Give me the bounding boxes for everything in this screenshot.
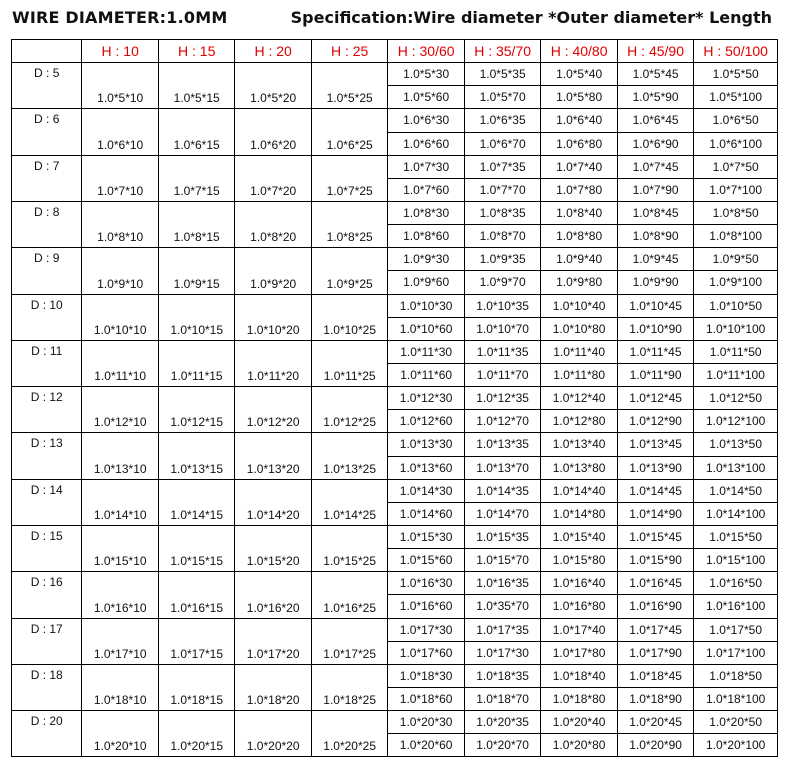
table-cell: 1.0*5*60	[388, 86, 464, 109]
diameter-label: D : 12	[12, 387, 82, 433]
table-cell: 1.0*16*40	[541, 572, 617, 595]
table-row	[12, 294, 778, 317]
table-cell: 1.0*15*35	[464, 525, 540, 548]
table-cell: 1.0*18*15	[158, 664, 234, 710]
table-cell: 1.0*18*30	[388, 664, 464, 687]
table-cell: 1.0*15*50	[694, 525, 778, 548]
table-cell: 1.0*11*60	[388, 363, 464, 386]
table-cell: 1.0*35*70	[464, 595, 540, 618]
table-cell: 1.0*16*100	[694, 595, 778, 618]
table-cell: 1.0*10*40	[541, 294, 617, 317]
table-cell: 1.0*9*50	[694, 248, 778, 271]
table-cell: 1.0*13*20	[235, 433, 311, 479]
table-cell: 1.0*12*60	[388, 410, 464, 433]
diameter-label: D : 18	[12, 664, 82, 710]
table-cell: 1.0*11*90	[617, 363, 693, 386]
table-cell: 1.0*9*20	[235, 248, 311, 294]
diameter-label: D : 13	[12, 433, 82, 479]
table-cell: 1.0*6*100	[694, 132, 778, 155]
table-cell: 1.0*17*35	[464, 618, 540, 641]
table-cell: 1.0*14*20	[235, 479, 311, 525]
table-cell: 1.0*15*60	[388, 549, 464, 572]
table-cell: 1.0*17*45	[617, 618, 693, 641]
table-cell: 1.0*6*30	[388, 109, 464, 132]
table-cell: 1.0*6*20	[235, 109, 311, 155]
table-cell: 1.0*9*15	[158, 248, 234, 294]
table-cell: 1.0*8*40	[541, 201, 617, 224]
table-cell: 1.0*15*80	[541, 549, 617, 572]
table-cell: 1.0*11*80	[541, 363, 617, 386]
table-cell: 1.0*18*50	[694, 664, 778, 687]
column-header: H : 35/70	[464, 40, 540, 63]
table-cell: 1.0*10*30	[388, 294, 464, 317]
table-cell: 1.0*18*35	[464, 664, 540, 687]
table-cell: 1.0*20*60	[388, 734, 464, 757]
table-cell: 1.0*6*90	[617, 132, 693, 155]
table-cell: 1.0*5*100	[694, 86, 778, 109]
table-cell: 1.0*6*45	[617, 109, 693, 132]
table-cell: 1.0*20*50	[694, 711, 778, 734]
table-cell: 1.0*17*30	[388, 618, 464, 641]
table-cell: 1.0*14*100	[694, 502, 778, 525]
table-cell: 1.0*12*50	[694, 387, 778, 410]
table-cell: 1.0*16*15	[158, 572, 234, 618]
table-cell: 1.0*6*25	[311, 109, 387, 155]
table-cell: 1.0*16*25	[311, 572, 387, 618]
table-cell: 1.0*13*10	[82, 433, 158, 479]
table-cell: 1.0*16*45	[617, 572, 693, 595]
table-cell: 1.0*9*45	[617, 248, 693, 271]
table-cell: 1.0*20*20	[235, 711, 311, 757]
table-cell: 1.0*5*70	[464, 86, 540, 109]
table-row	[12, 479, 778, 502]
table-cell: 1.0*14*30	[388, 479, 464, 502]
table-cell: 1.0*17*20	[235, 618, 311, 664]
table-cell: 1.0*7*45	[617, 155, 693, 178]
diameter-label: D : 16	[12, 572, 82, 618]
table-cell: 1.0*15*10	[82, 525, 158, 571]
table-cell: 1.0*17*15	[158, 618, 234, 664]
table-cell: 1.0*15*70	[464, 549, 540, 572]
table-row	[12, 387, 778, 410]
table-row	[12, 155, 778, 178]
table-cell: 1.0*8*90	[617, 225, 693, 248]
diameter-label: D : 11	[12, 340, 82, 386]
table-cell: 1.0*14*80	[541, 502, 617, 525]
table-cell: 1.0*16*60	[388, 595, 464, 618]
table-cell: 1.0*7*80	[541, 178, 617, 201]
table-cell: 1.0*16*10	[82, 572, 158, 618]
table-cell: 1.0*10*20	[235, 294, 311, 340]
table-cell: 1.0*9*30	[388, 248, 464, 271]
table-cell: 1.0*7*90	[617, 178, 693, 201]
table-row	[12, 63, 778, 86]
table-cell: 1.0*9*90	[617, 271, 693, 294]
table-cell: 1.0*13*40	[541, 433, 617, 456]
table-cell: 1.0*14*90	[617, 502, 693, 525]
column-header: H : 10	[82, 40, 158, 63]
table-cell: 1.0*5*45	[617, 63, 693, 86]
table-cell: 1.0*10*15	[158, 294, 234, 340]
table-cell: 1.0*14*70	[464, 502, 540, 525]
table-cell: 1.0*5*25	[311, 63, 387, 109]
table-cell: 1.0*8*60	[388, 225, 464, 248]
table-cell: 1.0*15*40	[541, 525, 617, 548]
table-cell: 1.0*7*40	[541, 155, 617, 178]
table-cell: 1.0*8*20	[235, 201, 311, 247]
table-cell: 1.0*11*10	[82, 340, 158, 386]
table-cell: 1.0*12*45	[617, 387, 693, 410]
table-cell: 1.0*10*70	[464, 317, 540, 340]
table-cell: 1.0*8*70	[464, 225, 540, 248]
table-cell: 1.0*13*30	[388, 433, 464, 456]
table-cell: 1.0*12*10	[82, 387, 158, 433]
table-cell: 1.0*18*25	[311, 664, 387, 710]
diameter-label: D : 20	[12, 711, 82, 757]
table-cell: 1.0*12*40	[541, 387, 617, 410]
table-cell: 1.0*13*15	[158, 433, 234, 479]
table-cell: 1.0*5*80	[541, 86, 617, 109]
table-cell: 1.0*15*15	[158, 525, 234, 571]
table-row	[12, 433, 778, 456]
column-header: H : 15	[158, 40, 234, 63]
table-row	[12, 572, 778, 595]
table-cell: 1.0*7*70	[464, 178, 540, 201]
table-cell: 1.0*12*35	[464, 387, 540, 410]
column-header: H : 45/90	[617, 40, 693, 63]
table-cell: 1.0*8*50	[694, 201, 778, 224]
column-header	[12, 40, 82, 63]
table-row	[12, 248, 778, 271]
table-cell: 1.0*11*35	[464, 340, 540, 363]
table-cell: 1.0*20*40	[541, 711, 617, 734]
table-cell: 1.0*14*25	[311, 479, 387, 525]
table-cell: 1.0*8*35	[464, 201, 540, 224]
spec-table	[11, 39, 778, 757]
table-cell: 1.0*18*10	[82, 664, 158, 710]
table-cell: 1.0*14*35	[464, 479, 540, 502]
table-cell: 1.0*12*80	[541, 410, 617, 433]
diameter-label: D : 10	[12, 294, 82, 340]
column-header: H : 30/60	[388, 40, 464, 63]
table-cell: 1.0*11*70	[464, 363, 540, 386]
table-cell: 1.0*16*80	[541, 595, 617, 618]
table-cell: 1.0*18*70	[464, 687, 540, 710]
table-cell: 1.0*10*10	[82, 294, 158, 340]
diameter-label: D : 8	[12, 201, 82, 247]
table-cell: 1.0*16*20	[235, 572, 311, 618]
table-cell: 1.0*17*25	[311, 618, 387, 664]
table-cell: 1.0*8*25	[311, 201, 387, 247]
table-cell: 1.0*9*25	[311, 248, 387, 294]
diameter-label: D : 14	[12, 479, 82, 525]
table-cell: 1.0*12*25	[311, 387, 387, 433]
table-cell: 1.0*10*45	[617, 294, 693, 317]
table-cell: 1.0*11*20	[235, 340, 311, 386]
table-cell: 1.0*14*50	[694, 479, 778, 502]
table-cell: 1.0*20*90	[617, 734, 693, 757]
table-cell: 1.0*7*100	[694, 178, 778, 201]
table-cell: 1.0*14*60	[388, 502, 464, 525]
table-cell: 1.0*17*90	[617, 641, 693, 664]
table-cell: 1.0*6*80	[541, 132, 617, 155]
table-cell: 1.0*5*30	[388, 63, 464, 86]
table-cell: 1.0*18*80	[541, 687, 617, 710]
table-row	[12, 340, 778, 363]
table-cell: 1.0*17*60	[388, 641, 464, 664]
table-cell: 1.0*9*35	[464, 248, 540, 271]
table-cell: 1.0*9*60	[388, 271, 464, 294]
table-row	[12, 711, 778, 734]
table-cell: 1.0*7*30	[388, 155, 464, 178]
table-cell: 1.0*12*20	[235, 387, 311, 433]
table-cell: 1.0*15*20	[235, 525, 311, 571]
column-header: H : 20	[235, 40, 311, 63]
table-cell: 1.0*16*30	[388, 572, 464, 595]
table-cell: 1.0*8*10	[82, 201, 158, 247]
table-cell: 1.0*18*100	[694, 687, 778, 710]
table-cell: 1.0*12*70	[464, 410, 540, 433]
table-cell: 1.0*13*60	[388, 456, 464, 479]
column-header: H : 25	[311, 40, 387, 63]
table-cell: 1.0*6*10	[82, 109, 158, 155]
table-cell: 1.0*16*35	[464, 572, 540, 595]
table-cell: 1.0*17*50	[694, 618, 778, 641]
table-cell: 1.0*17*40	[541, 618, 617, 641]
table-cell: 1.0*7*25	[311, 155, 387, 201]
table-row	[12, 664, 778, 687]
table-cell: 1.0*6*60	[388, 132, 464, 155]
table-row	[12, 525, 778, 548]
table-cell: 1.0*20*10	[82, 711, 158, 757]
table-cell: 1.0*20*80	[541, 734, 617, 757]
table-row	[12, 109, 778, 132]
table-cell: 1.0*10*25	[311, 294, 387, 340]
table-cell: 1.0*20*45	[617, 711, 693, 734]
diameter-label: D : 5	[12, 63, 82, 109]
table-cell: 1.0*10*35	[464, 294, 540, 317]
table-cell: 1.0*15*30	[388, 525, 464, 548]
table-cell: 1.0*17*10	[82, 618, 158, 664]
table-cell: 1.0*10*90	[617, 317, 693, 340]
table-cell: 1.0*9*70	[464, 271, 540, 294]
table-cell: 1.0*16*50	[694, 572, 778, 595]
table-cell: 1.0*18*45	[617, 664, 693, 687]
table-cell: 1.0*9*40	[541, 248, 617, 271]
table-cell: 1.0*11*45	[617, 340, 693, 363]
table-cell: 1.0*6*40	[541, 109, 617, 132]
table-cell: 1.0*13*50	[694, 433, 778, 456]
table-cell: 1.0*10*50	[694, 294, 778, 317]
header-row	[12, 40, 778, 63]
table-cell: 1.0*13*80	[541, 456, 617, 479]
table-cell: 1.0*12*90	[617, 410, 693, 433]
table-cell: 1.0*20*100	[694, 734, 778, 757]
table-cell: 1.0*14*40	[541, 479, 617, 502]
table-row	[12, 618, 778, 641]
table-cell: 1.0*10*100	[694, 317, 778, 340]
table-cell: 1.0*13*100	[694, 456, 778, 479]
table-cell: 1.0*7*10	[82, 155, 158, 201]
table-cell: 1.0*11*30	[388, 340, 464, 363]
table-cell: 1.0*13*35	[464, 433, 540, 456]
table-cell: 1.0*7*60	[388, 178, 464, 201]
table-cell: 1.0*14*10	[82, 479, 158, 525]
diameter-label: D : 15	[12, 525, 82, 571]
table-cell: 1.0*7*15	[158, 155, 234, 201]
table-cell: 1.0*11*40	[541, 340, 617, 363]
table-cell: 1.0*5*35	[464, 63, 540, 86]
table-cell: 1.0*8*80	[541, 225, 617, 248]
table-cell: 1.0*8*15	[158, 201, 234, 247]
table-cell: 1.0*8*100	[694, 225, 778, 248]
table-cell: 1.0*18*90	[617, 687, 693, 710]
table-cell: 1.0*12*15	[158, 387, 234, 433]
column-header: H : 50/100	[694, 40, 778, 63]
table-cell: 1.0*15*25	[311, 525, 387, 571]
diameter-label: D : 6	[12, 109, 82, 155]
table-cell: 1.0*7*35	[464, 155, 540, 178]
table-cell: 1.0*18*20	[235, 664, 311, 710]
diameter-label: D : 7	[12, 155, 82, 201]
table-cell: 1.0*11*50	[694, 340, 778, 363]
table-cell: 1.0*6*50	[694, 109, 778, 132]
table-cell: 1.0*5*10	[82, 63, 158, 109]
table-cell: 1.0*20*25	[311, 711, 387, 757]
table-cell: 1.0*6*70	[464, 132, 540, 155]
table-cell: 1.0*12*30	[388, 387, 464, 410]
table-row	[12, 201, 778, 224]
table-cell: 1.0*20*70	[464, 734, 540, 757]
table-cell: 1.0*5*20	[235, 63, 311, 109]
wire-diameter-title: WIRE DIAMETER:1.0MM	[12, 8, 228, 27]
table-cell: 1.0*7*50	[694, 155, 778, 178]
table-cell: 1.0*16*90	[617, 595, 693, 618]
table-cell: 1.0*17*30	[464, 641, 540, 664]
table-cell: 1.0*17*80	[541, 641, 617, 664]
table-cell: 1.0*11*15	[158, 340, 234, 386]
table-cell: 1.0*15*100	[694, 549, 778, 572]
table-cell: 1.0*15*45	[617, 525, 693, 548]
table-cell: 1.0*9*80	[541, 271, 617, 294]
table-body	[12, 63, 778, 757]
table-cell: 1.0*10*60	[388, 317, 464, 340]
table-cell: 1.0*12*100	[694, 410, 778, 433]
table-cell: 1.0*20*15	[158, 711, 234, 757]
table-cell: 1.0*9*100	[694, 271, 778, 294]
diameter-label: D : 9	[12, 248, 82, 294]
table-cell: 1.0*13*45	[617, 433, 693, 456]
table-cell: 1.0*13*25	[311, 433, 387, 479]
table-cell: 1.0*11*25	[311, 340, 387, 386]
table-cell: 1.0*5*50	[694, 63, 778, 86]
table-cell: 1.0*14*15	[158, 479, 234, 525]
table-cell: 1.0*15*90	[617, 549, 693, 572]
table-cell: 1.0*17*100	[694, 641, 778, 664]
table-cell: 1.0*9*10	[82, 248, 158, 294]
table-cell: 1.0*5*15	[158, 63, 234, 109]
column-header: H : 40/80	[541, 40, 617, 63]
table-cell: 1.0*7*20	[235, 155, 311, 201]
table-cell: 1.0*8*30	[388, 201, 464, 224]
table-cell: 1.0*8*45	[617, 201, 693, 224]
table-cell: 1.0*14*45	[617, 479, 693, 502]
table-cell: 1.0*13*70	[464, 456, 540, 479]
table-cell: 1.0*13*90	[617, 456, 693, 479]
table-cell: 1.0*20*30	[388, 711, 464, 734]
table-cell: 1.0*18*60	[388, 687, 464, 710]
table-cell: 1.0*5*40	[541, 63, 617, 86]
table-cell: 1.0*20*35	[464, 711, 540, 734]
table-cell: 1.0*5*90	[617, 86, 693, 109]
table-cell: 1.0*6*35	[464, 109, 540, 132]
diameter-label: D : 17	[12, 618, 82, 664]
table-cell: 1.0*6*15	[158, 109, 234, 155]
table-cell: 1.0*11*100	[694, 363, 778, 386]
table-cell: 1.0*10*80	[541, 317, 617, 340]
specification-title: Specification:Wire diameter *Outer diameter* Length	[290, 8, 772, 27]
table-cell: 1.0*18*40	[541, 664, 617, 687]
